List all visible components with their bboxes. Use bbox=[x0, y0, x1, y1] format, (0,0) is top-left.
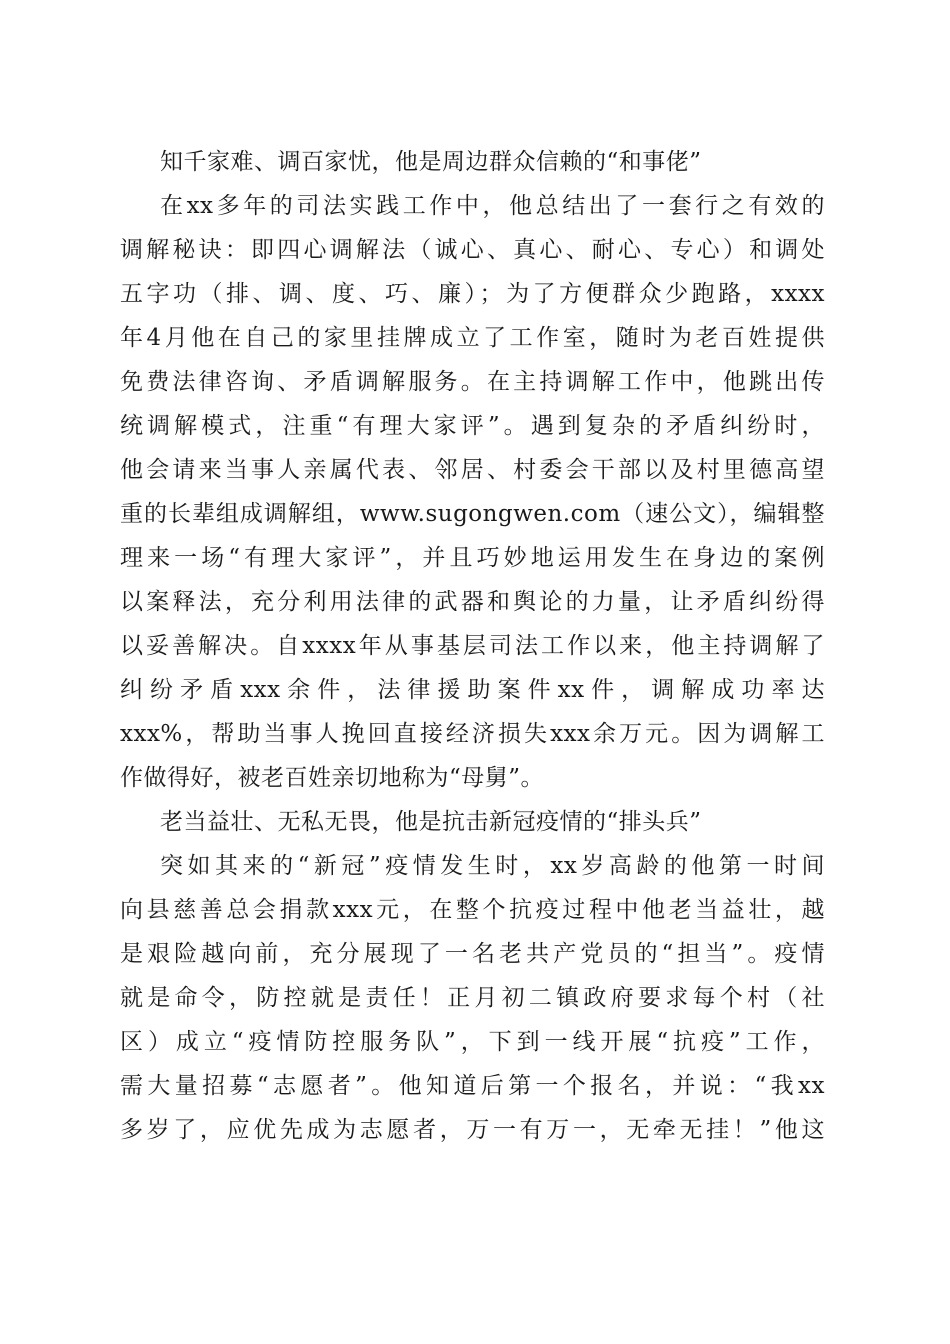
paragraph-line: 纠纷矛盾xxx余件，法律援助案件xx件，调解成功率达 bbox=[120, 677, 825, 703]
paragraph-line: 重的长辈组成调解组，www.sugongwen.com（速公文），编辑整 bbox=[120, 501, 825, 527]
paragraph-line: 调解秘诀：即四心调解法（诚心、真心、耐心、专心）和调处 bbox=[120, 237, 825, 263]
paragraph-line: 以妥善解决。自xxxx年从事基层司法工作以来，他主持调解了 bbox=[120, 633, 825, 659]
paragraph-line: 突如其来的“新冠”疫情发生时，xx岁高龄的他第一时间 bbox=[160, 853, 825, 879]
paragraph-line: 多岁了，应优先成为志愿者，万一有万一，无牵无挂！”他这 bbox=[120, 1117, 825, 1143]
paragraph-line: 需大量招募“志愿者”。他知道后第一个报名，并说：“我xx bbox=[120, 1073, 825, 1099]
section-heading: 老当益壮、无私无畏，他是抗击新冠疫情的“排头兵” bbox=[160, 809, 702, 835]
paragraph-line: 他会请来当事人亲属代表、邻居、村委会干部以及村里德高望 bbox=[120, 457, 825, 483]
paragraph-line: 是艰险越向前，充分展现了一名老共产党员的“担当”。疫情 bbox=[120, 941, 825, 967]
paragraph-line: xxx%，帮助当事人挽回直接经济损失xxx余万元。因为调解工 bbox=[120, 721, 825, 747]
section-heading: 知千家难、调百家忧，他是周边群众信赖的“和事佬” bbox=[160, 149, 702, 175]
paragraph-line: 就是命令，防控就是责任！正月初二镇政府要求每个村（社 bbox=[120, 985, 825, 1011]
paragraph-line: 作做得好，被老百姓亲切地称为“母舅”。 bbox=[120, 765, 545, 791]
paragraph-line: 在xx多年的司法实践工作中，他总结出了一套行之有效的 bbox=[160, 193, 825, 219]
paragraph-line: 五字功（排、调、度、巧、廉）；为了方便群众少跑路，xxxx bbox=[120, 281, 825, 307]
paragraph-line: 统调解模式，注重“有理大家评”。遇到复杂的矛盾纠纷时， bbox=[120, 413, 825, 439]
paragraph-line: 以案释法，充分利用法律的武器和舆论的力量，让矛盾纠纷得 bbox=[120, 589, 825, 615]
paragraph-line: 免费法律咨询、矛盾调解服务。在主持调解工作中，他跳出传 bbox=[120, 369, 825, 395]
paragraph-line: 向县慈善总会捐款xxx元，在整个抗疫过程中他老当益壮，越 bbox=[120, 897, 825, 923]
paragraph-line: 年4月他在自己的家里挂牌成立了工作室，随时为老百姓提供 bbox=[120, 325, 825, 351]
paragraph-line: 理来一场“有理大家评”，并且巧妙地运用发生在身边的案例 bbox=[120, 545, 825, 571]
paragraph-line: 区）成立“疫情防控服务队”，下到一线开展“抗疫”工作， bbox=[120, 1029, 825, 1055]
document-body bbox=[120, 140, 825, 1152]
